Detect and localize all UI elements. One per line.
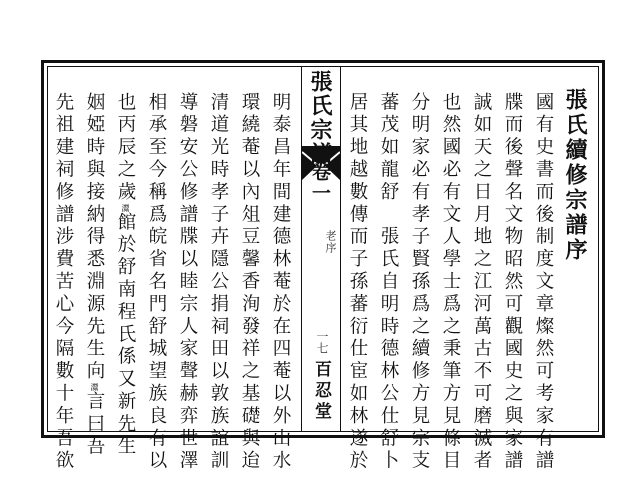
text-column: 先祖建祠修譜涉費苦心今隔數十年吾欲 [53, 92, 74, 473]
hall-name: 百忍堂 [311, 360, 331, 423]
text-column: 環繞菴以內俎豆馨香洵發祥之基礎與迨 [239, 92, 260, 473]
column-text: 也丙辰之歲 [115, 92, 136, 204]
text-column [115, 92, 135, 458]
text-column: 國有史書而後制度文章燦然可考家有譜 [533, 92, 554, 473]
text-column: 清道光時孝子卉隱公捐祠田以敦族誼訓 [208, 92, 229, 473]
text-column: 蕃茂如龍舒 張氏自明時德林公仕舒卜 [378, 92, 399, 473]
small-annotation: 灊 [121, 204, 130, 212]
small-annotation: 灊 [90, 383, 99, 392]
text-column: 也然國必有文人學士爲之秉筆方見條目 [440, 92, 461, 473]
text-column: 居其地越數傳而子孫蕃衍仕宦如林遂於 [347, 92, 368, 473]
page-number: 一七 [315, 330, 329, 354]
book-title: 張氏宗譜 [307, 70, 333, 166]
column-text: 言曰吾 [84, 391, 105, 459]
text-column: 相承至今稱爲皖省名門舒城望族良有以 [146, 92, 167, 473]
text-column: 明泰昌年間建德林菴於在四菴以外山水 [270, 92, 291, 473]
section-label: 老序 [324, 230, 337, 254]
preface-title: 張氏續修宗譜序 [562, 88, 588, 263]
column-text: 姻婭時與接納得悉淵源先生向 [84, 92, 105, 384]
column-text: 館於舒南程氏係又新先生 [115, 212, 136, 459]
volume-label: 卷一 [309, 162, 331, 204]
text-column: 分明家必有孝子賢孫爲之續修方見宗支 [409, 92, 430, 473]
text-column: 導磐安公修譜牒以睦宗人家聲赫弈世澤 [177, 92, 198, 473]
text-column: 牒而後聲名文物昭然可觀國史之與家譜 [502, 92, 523, 473]
text-column [84, 92, 104, 458]
text-column: 誠如天之日月地之江河萬古不可磨滅者 [471, 92, 492, 473]
